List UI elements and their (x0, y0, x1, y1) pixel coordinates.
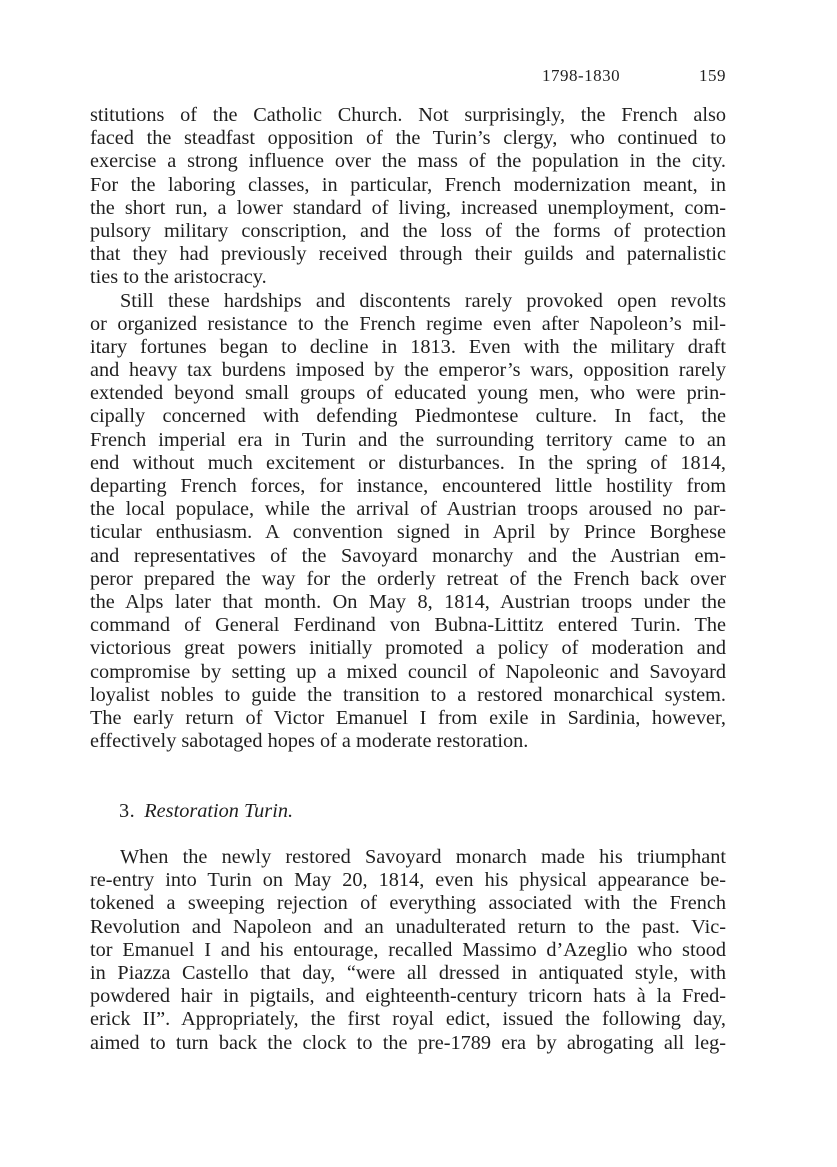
text-line: peror prepared the way for the orderly retreat of the French back over (90, 567, 726, 590)
text-line: loyalist nobles to guide the transition to a restored monarchical system. (90, 683, 726, 706)
body-text-upper (90, 104, 726, 753)
text-line: re-entry into Turin on May 20, 1814, even his physical appearance be- (90, 869, 726, 892)
body-text-lower (90, 846, 726, 1055)
section-title: Restoration Turin. (144, 800, 294, 822)
text-line: command of General Ferdinand von Bubna-Littitz entered Turin. The (90, 614, 726, 637)
running-head-title: 1798-1830 (542, 66, 621, 85)
page-number: 159 (699, 66, 726, 85)
text-line: the local populace, while the arrival of Austrian troops aroused no par- (90, 498, 726, 521)
text-line: end without much excitement or disturbances. In the spring of 1814, (90, 451, 726, 474)
text-line: the short run, a lower standard of living, increased unemployment, com- (90, 196, 726, 219)
text-line: and representatives of the Savoyard monarchy and the Austrian em- (90, 544, 726, 567)
text-line: faced the steadfast opposition of the Turin’s clergy, who continued to (90, 127, 726, 150)
text-line: extended beyond small groups of educated young men, who were prin- (90, 382, 726, 405)
text-line: and heavy tax burdens imposed by the emperor’s wars, opposition rarely (90, 359, 726, 382)
text-line: aimed to turn back the clock to the pre-1789 era by abrogating all leg- (90, 1031, 726, 1054)
text-line: pulsory military conscription, and the loss of the forms of protection (90, 219, 726, 242)
text-line: effectively sabotaged hopes of a moderate restoration. (90, 730, 529, 753)
text-line: erick II”. Appropriately, the first royal edict, issued the following day, (90, 1008, 726, 1031)
text-line: compromise by setting up a mixed council of Napoleonic and Savoyard (90, 660, 726, 683)
text-line: For the laboring classes, in particular, French modernization meant, in (90, 173, 726, 196)
running-head (90, 66, 726, 86)
text-line: that they had previously received through their guilds and paternalistic (90, 243, 726, 266)
text-line: Still these hardships and discontents rarely provoked open revolts (120, 289, 726, 312)
paragraph-continued (90, 104, 726, 290)
text-line: itary fortunes began to decline in 1813. Even with the military draft (90, 335, 726, 358)
text-line: ticular enthusiasm. A convention signed in April by Prince Borghese (90, 521, 726, 544)
text-line: exercise a strong influence over the mass of the population in the city. (90, 150, 726, 173)
text-line: powdered hair in pigtails, and eighteenth-century tricorn hats à la Fred- (90, 985, 726, 1008)
section-number: 3. (119, 800, 136, 822)
paragraph (90, 290, 726, 754)
section-heading (119, 800, 293, 823)
text-line: victorious great powers initially promoted a policy of moderation and (90, 637, 726, 660)
text-line: tokened a sweeping rejection of everything associated with the French (90, 892, 726, 915)
text-line: in Piazza Castello that day, “were all dressed in antiquated style, with (90, 961, 726, 984)
text-line: the Alps later that month. On May 8, 1814, Austrian troops under the (90, 590, 726, 613)
text-line: ties to the aristocracy. (90, 266, 267, 289)
text-line: or organized resistance to the French regime even after Napoleon’s mil- (90, 312, 726, 335)
text-line: cipally concerned with defending Piedmontese culture. In fact, the (90, 405, 726, 428)
paragraph (90, 846, 726, 1055)
text-line: French imperial era in Turin and the surrounding territory came to an (90, 428, 726, 451)
text-line: Revolution and Napoleon and an unadulterated return to the past. Vic- (90, 915, 726, 938)
text-line: tor Emanuel I and his entourage, recalled Massimo d’Azeglio who stood (90, 938, 726, 961)
text-line: departing French forces, for instance, encountered little hostility from (90, 475, 726, 497)
text-line: stitutions of the Catholic Church. Not surprisingly, the French also (90, 104, 726, 126)
text-line: The early return of Victor Emanuel I from exile in Sardinia, however, (90, 706, 726, 729)
text-line: When the newly restored Savoyard monarch made his triumphant (120, 846, 726, 868)
